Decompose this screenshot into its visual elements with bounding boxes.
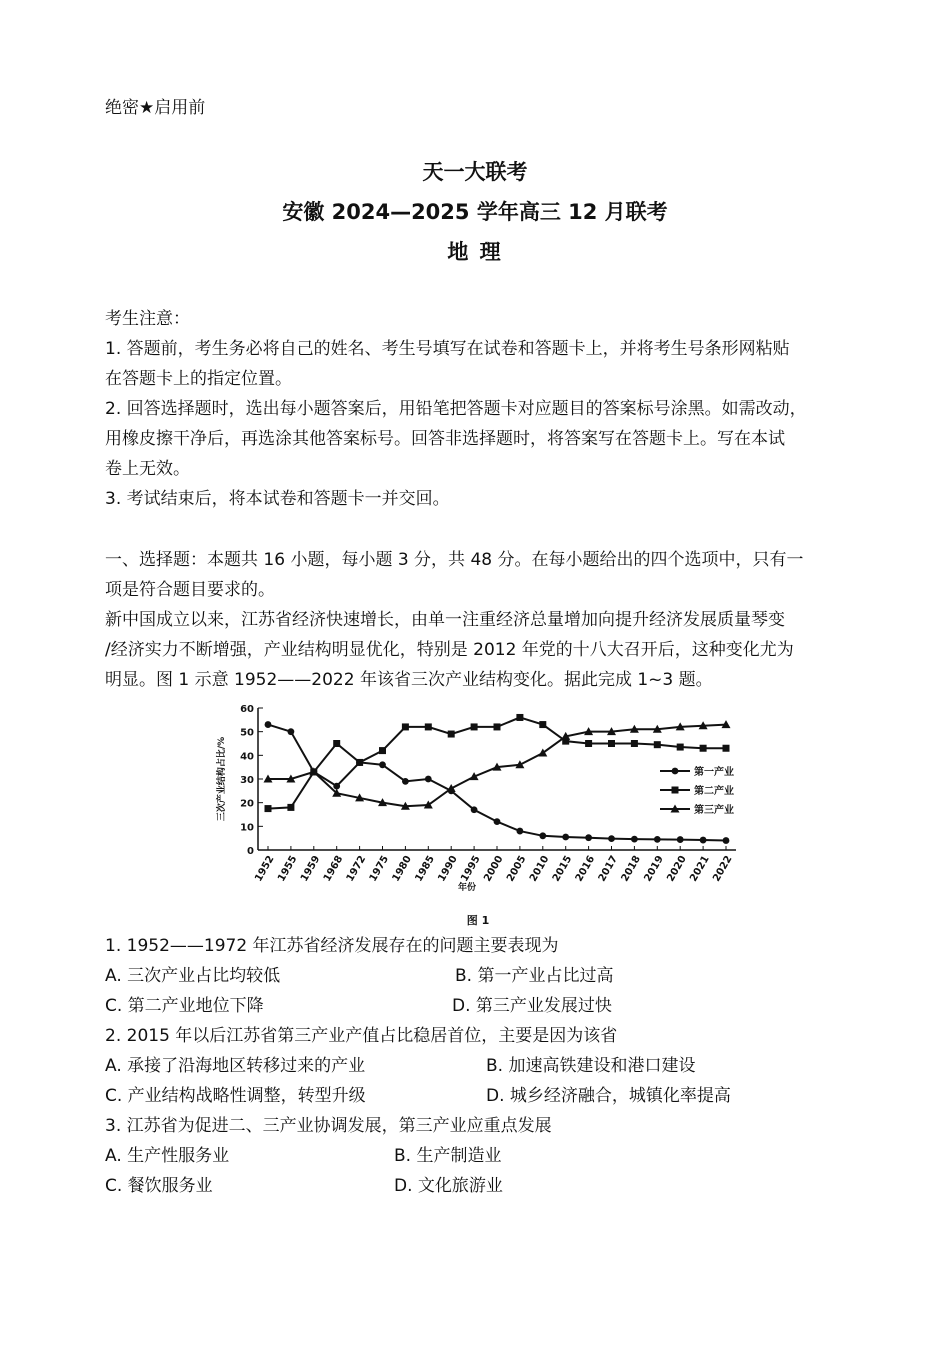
- x-tick-label: 2022: [711, 854, 735, 884]
- x-tick-label: 2018: [619, 854, 643, 884]
- q2-option-c: C. 产业结构战略性调整，转型升级: [105, 1086, 366, 1106]
- series-2-point: [333, 740, 340, 747]
- x-tick-label: 1985: [413, 854, 437, 884]
- series-1-point: [631, 836, 638, 843]
- legend-label-1: 第一产业: [694, 767, 734, 778]
- notice-line: 3. 考试结束后，将本试卷和答题卡一并交回。: [105, 489, 450, 509]
- series-2-point: [723, 745, 730, 752]
- q3-option-a: A. 生产性服务业: [105, 1146, 230, 1166]
- industry-structure-chart: [208, 700, 748, 932]
- material-line: 新中国成立以来，江苏省经济快速增长，由单一注重经济总量增加向提升经济发展质量琴变: [105, 610, 785, 630]
- question-1-stem: 1. 1952——1972 年江苏省经济发展存在的问题主要表现为: [105, 936, 559, 956]
- figure-caption: 图 1: [466, 914, 490, 927]
- x-tick-label: 1955: [276, 854, 300, 884]
- x-tick-label: 2000: [482, 854, 506, 884]
- notice-line: 在答题卡上的指定位置。: [105, 369, 292, 389]
- legend-marker-2: [672, 787, 679, 794]
- legend-marker-1: [672, 768, 679, 775]
- y-tick-label: 30: [240, 775, 254, 786]
- series-1-point: [539, 832, 546, 839]
- y-tick-label: 10: [240, 822, 254, 834]
- series-2-point: [700, 745, 707, 752]
- notice-line: 2. 回答选择题时，选出每小题答案后，用铅笔把答题卡对应题目的答案标号涂黑。如需改动，: [105, 399, 807, 419]
- x-tick-label: 1975: [367, 854, 392, 884]
- series-2-point: [631, 740, 638, 747]
- x-axis-label: 年份: [457, 883, 477, 893]
- y-tick-label: 60: [240, 704, 254, 715]
- series-1-point: [562, 834, 569, 841]
- series-1-point: [494, 818, 501, 825]
- q1-option-b: B. 第一产业占比过高: [455, 966, 614, 986]
- x-tick-label: 1952: [253, 854, 277, 884]
- q3-option-c: C. 餐饮服务业: [105, 1176, 213, 1196]
- x-tick-label: 1959: [298, 854, 323, 884]
- x-tick-label: 2019: [642, 854, 666, 884]
- series-1-point: [402, 778, 409, 785]
- x-tick-label: 1990: [436, 854, 460, 884]
- x-tick-label: 2020: [665, 854, 689, 884]
- material-line: 明显。图 1 示意 1952——2022 年该省三次产业结构变化。据此完成 1~3 题。: [105, 670, 713, 690]
- material-line: /经济实力不断增强，产业结构明显优化，特别是 2012 年党的十八大召开后，这种变化尤为: [105, 640, 794, 660]
- series-1-point: [585, 834, 592, 841]
- series-3-point: [447, 784, 456, 792]
- series-1-point: [654, 836, 661, 843]
- question-2-stem: 2. 2015 年以后江苏省第三产业产值占比稳居首位，主要是因为该省: [105, 1026, 618, 1046]
- x-tick-label: 1968: [321, 854, 346, 884]
- series-1-point: [700, 837, 707, 844]
- y-tick-label: 0: [247, 846, 254, 857]
- question-3-stem: 3. 江苏省为促进二、三产业协调发展，第三产业应重点发展: [105, 1116, 552, 1136]
- series-2-point: [265, 805, 272, 812]
- series-1-point: [471, 806, 478, 813]
- x-tick-label: 2010: [527, 854, 552, 884]
- q2-option-d: D. 城乡经济融合，城镇化率提高: [486, 1086, 731, 1106]
- q2-option-b: B. 加速高铁建设和港口建设: [486, 1056, 696, 1076]
- series-2-point: [425, 723, 432, 730]
- series-2-point: [379, 747, 386, 754]
- y-tick-label: 20: [240, 798, 254, 810]
- series-1-point: [677, 836, 684, 843]
- section-heading-cont: 项是符合题目要求的。: [105, 580, 275, 600]
- notice-heading: 考生注意：: [105, 309, 190, 329]
- series-2-point: [356, 759, 363, 766]
- q2-option-a: A. 承接了沿海地区转移过来的产业: [105, 1056, 366, 1076]
- x-tick-label: 1972: [344, 854, 369, 884]
- series-2-point: [539, 721, 546, 728]
- series-1-point: [379, 761, 386, 768]
- series-2-point: [677, 744, 684, 751]
- series-2-point: [448, 731, 455, 738]
- series-2-point: [287, 804, 294, 811]
- notice-line: 卷上无效。: [105, 459, 190, 479]
- x-tick-label: 2021: [688, 854, 712, 884]
- series-1-point: [723, 837, 730, 844]
- series-1-point: [425, 776, 432, 783]
- series-1-point: [517, 828, 524, 835]
- exam-title: 安徽 2024—2025 学年高三 12 月联考: [282, 200, 668, 224]
- subject-title: 地 理: [447, 240, 503, 264]
- y-tick-label: 40: [240, 751, 254, 763]
- series-2-point: [471, 723, 478, 730]
- x-tick-label: 2005: [505, 854, 529, 884]
- series-2-point: [608, 740, 615, 747]
- series-1-point: [288, 728, 295, 735]
- q1-option-d: D. 第三产业发展过快: [452, 996, 612, 1016]
- series-2-point: [585, 740, 592, 747]
- q1-option-c: C. 第二产业地位下降: [105, 996, 264, 1016]
- x-tick-label: 2017: [596, 854, 621, 884]
- series-1-point: [265, 721, 272, 728]
- series-2-point: [402, 723, 409, 730]
- series-2-point: [654, 741, 661, 748]
- q3-option-d: D. 文化旅游业: [394, 1176, 503, 1196]
- exam-series-title: 天一大联考: [422, 160, 528, 184]
- q1-option-a: A. 三次产业占比均较低: [105, 966, 281, 986]
- notice-line: 用橡皮擦干净后，再选涂其他答案标号。回答非选择题时，将答案写在答题卡上。写在本试: [105, 429, 785, 449]
- x-tick-label: 2015: [550, 854, 575, 884]
- q3-option-b: B. 生产制造业: [394, 1146, 502, 1166]
- y-axis-label: 三次产业结构占比/%: [217, 736, 227, 822]
- series-1-point: [608, 835, 615, 842]
- x-tick-label: 2016: [573, 854, 598, 884]
- series-1-point: [333, 783, 340, 790]
- notice-line: 1. 答题前，考生务必将自己的姓名、考生号填写在试卷和答题卡上，并将考生号条形网粘贴: [105, 339, 790, 359]
- section-heading: 一、选择题：本题共 16 小题，每小题 3 分，共 48 分。在每小题给出的四个选项中，只有一: [105, 550, 804, 570]
- series-2-point: [516, 714, 523, 721]
- x-tick-label: 1980: [390, 854, 414, 884]
- legend-label-3: 第三产业: [694, 805, 734, 816]
- y-tick-label: 50: [240, 727, 254, 739]
- series-2-point: [494, 723, 501, 730]
- confidential-label: 绝密★启用前: [105, 98, 206, 118]
- x-tick-label: 1995: [459, 854, 483, 884]
- legend-label-2: 第二产业: [694, 786, 734, 797]
